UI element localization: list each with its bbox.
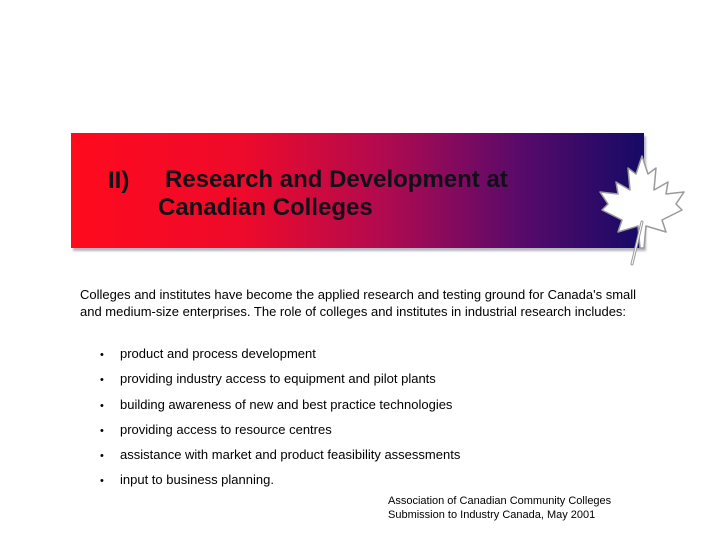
citation-line-1: Association of Canadian Community Colleges — [388, 495, 612, 507]
intro-paragraph: Colleges and institutes have become the applied research and testing ground for Canada's small and medium-size enterprises. The role of colleges and institutes in industrial research includes: — [80, 287, 637, 319]
list-item — [100, 471, 460, 496]
list-item — [100, 421, 460, 446]
slide-title — [158, 166, 608, 222]
citation-line-2: Submission to Industry Canada, May 2001 — [388, 509, 596, 521]
bullet-icon: • — [100, 349, 104, 361]
bullet-icon: • — [100, 399, 104, 412]
bullet-text: providing industry access to equipment and pilot plants — [120, 371, 436, 387]
bullet-text: assistance with market and product feasibility assessments — [120, 447, 461, 463]
list-item — [100, 345, 460, 370]
maple-leaf-icon — [596, 152, 688, 266]
list-item — [100, 396, 460, 421]
bullet-icon: • — [100, 450, 104, 463]
bullet-icon: • — [100, 374, 104, 387]
section-numeral: II) — [108, 167, 130, 194]
bullet-text: input to business planning. — [120, 472, 274, 488]
list-item — [100, 446, 460, 471]
list-item — [100, 370, 460, 395]
source-citation — [388, 494, 708, 522]
bullet-text: product and process development — [120, 346, 316, 361]
bullet-text: providing access to resource centres — [120, 421, 332, 437]
bullet-icon: • — [100, 475, 104, 488]
title-line-1: Research and Development at — [165, 166, 508, 193]
title-line-2: Canadian Colleges — [158, 194, 373, 221]
bullet-icon: • — [100, 424, 104, 437]
bullet-text: building awareness of new and best practice technologies — [120, 396, 453, 412]
bullet-list — [100, 345, 460, 497]
